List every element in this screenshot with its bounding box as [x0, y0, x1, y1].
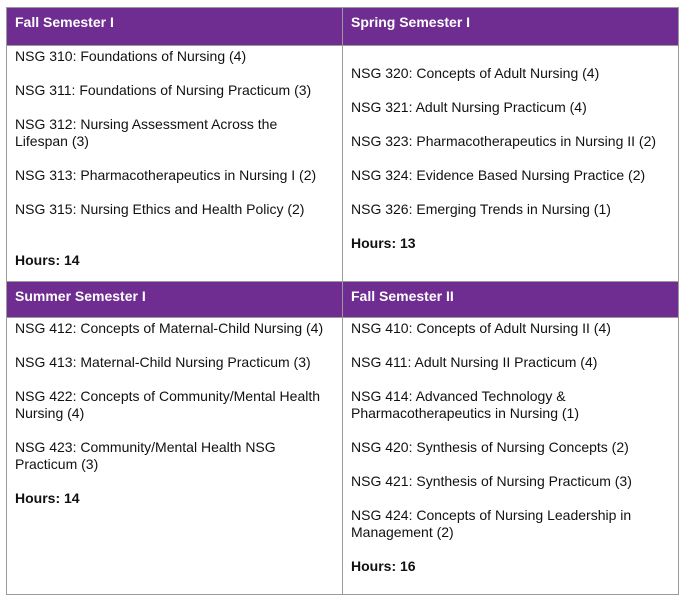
course-item: NSG 313: Pharmacotherapeutics in Nursing I (2)	[15, 167, 317, 183]
course-item: NSG 420: Synthesis of Nursing Concepts (2)	[351, 439, 629, 455]
course-item: NSG 411: Adult Nursing II Practicum (4)	[351, 354, 598, 370]
hours-total: Hours: 13	[351, 235, 416, 251]
semester-title: Fall Semester I	[15, 14, 114, 30]
curriculum-table	[6, 7, 679, 595]
course-item: NSG 324: Evidence Based Nursing Practice (2)	[351, 167, 646, 183]
course-item: NSG 312: Nursing Assessment Across the Lifespan (3)	[15, 116, 278, 149]
header-spring-semester-1	[342, 7, 679, 46]
header-summer-semester-1	[6, 281, 343, 318]
semester-title: Spring Semester I	[351, 14, 471, 30]
course-item: NSG 321: Adult Nursing Practicum (4)	[351, 99, 587, 115]
course-item: NSG 315: Nursing Ethics and Health Policy (2)	[15, 201, 305, 217]
course-item: NSG 414: Advanced Technology & Pharmacotherapeutics in Nursing (1)	[351, 388, 579, 421]
body-summer-semester-1	[6, 317, 343, 595]
body-fall-semester-1	[6, 45, 343, 282]
course-item: NSG 423: Community/Mental Health NSG Practicum (3)	[15, 439, 276, 472]
course-item: NSG 320: Concepts of Adult Nursing (4)	[351, 65, 600, 81]
header-fall-semester-1	[6, 7, 343, 46]
hours-total: Hours: 14	[15, 252, 80, 268]
course-item: NSG 424: Concepts of Nursing Leadership in Management (2)	[351, 507, 632, 540]
body-spring-semester-1	[342, 45, 679, 282]
course-item: NSG 323: Pharmacotherapeutics in Nursing II (2)	[351, 133, 657, 149]
hours-total: Hours: 16	[351, 558, 416, 574]
semester-title: Fall Semester II	[351, 288, 454, 304]
semester-title: Summer Semester I	[15, 288, 146, 304]
hours-total: Hours: 14	[15, 490, 80, 506]
course-item: NSG 410: Concepts of Adult Nursing II (4)	[351, 320, 611, 336]
course-item: NSG 422: Concepts of Community/Mental Health Nursing (4)	[15, 388, 321, 421]
course-item: NSG 310: Foundations of Nursing (4)	[15, 48, 247, 64]
course-item: NSG 326: Emerging Trends in Nursing (1)	[351, 201, 611, 217]
header-fall-semester-2	[342, 281, 679, 318]
course-item: NSG 413: Maternal-Child Nursing Practicum (3)	[15, 354, 311, 370]
body-fall-semester-2	[342, 317, 679, 595]
course-item: NSG 311: Foundations of Nursing Practicum (3)	[15, 82, 312, 98]
course-item: NSG 412: Concepts of Maternal-Child Nursing (4)	[15, 320, 324, 336]
course-item: NSG 421: Synthesis of Nursing Practicum (3)	[351, 473, 632, 489]
